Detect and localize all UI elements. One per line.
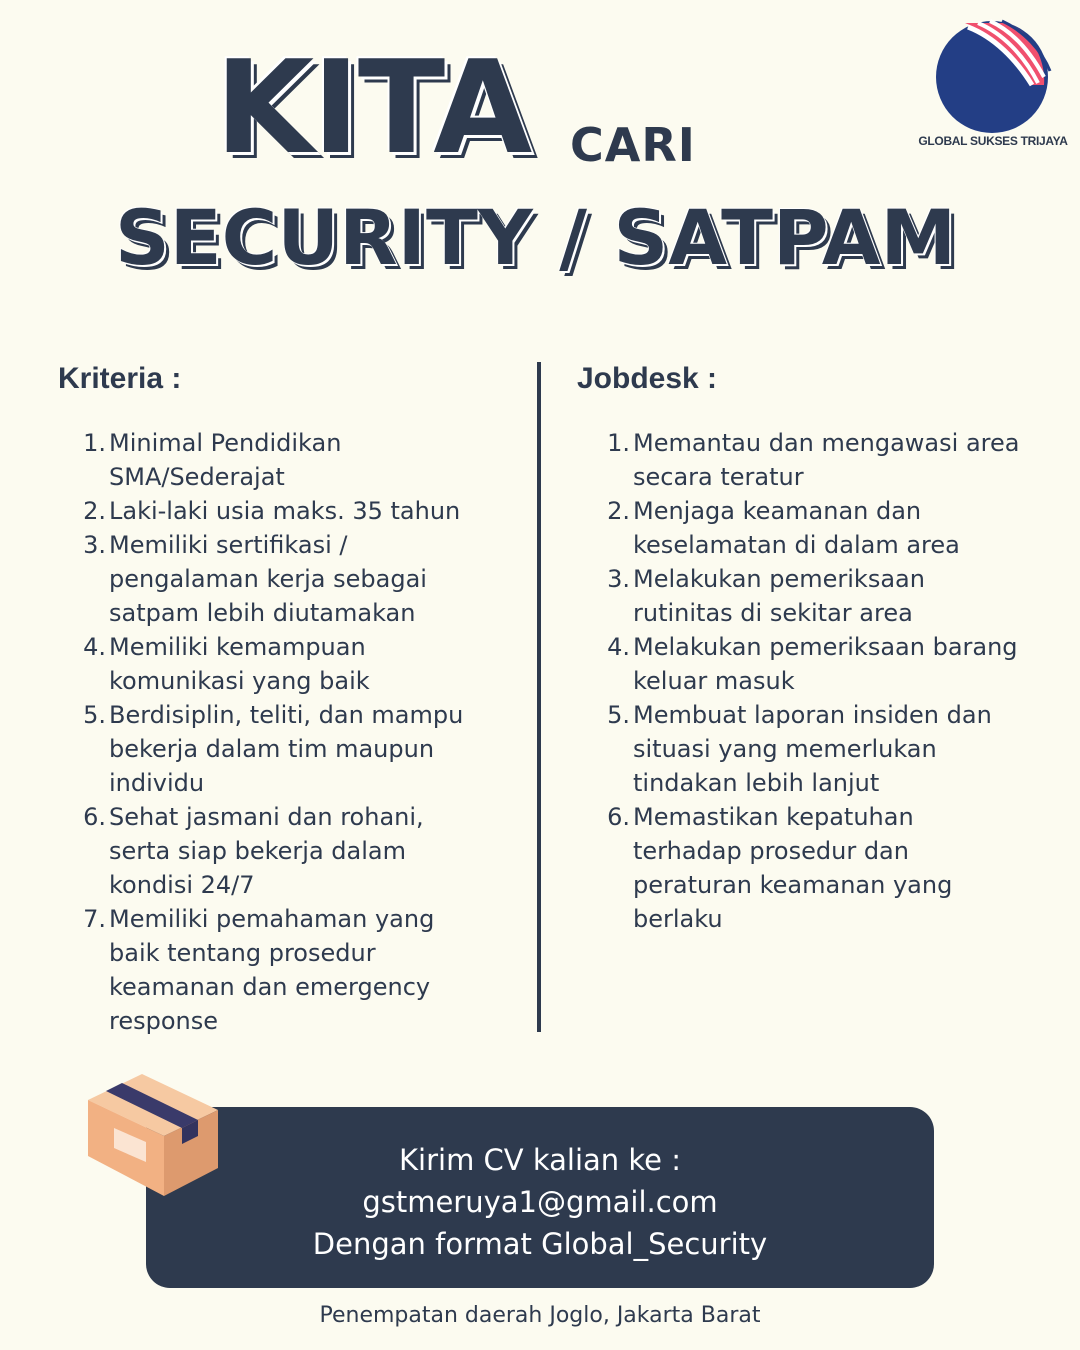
item-text: Memiliki kemampuan komunikasi yang baik bbox=[109, 633, 370, 695]
cta-panel bbox=[146, 1107, 934, 1288]
item-number: 2. bbox=[83, 497, 106, 525]
package-box-icon bbox=[84, 1070, 222, 1198]
list-item bbox=[602, 426, 1022, 494]
headline-cari: CARI bbox=[570, 118, 696, 172]
item-number: 3. bbox=[607, 565, 630, 593]
item-text: Memantau dan mengawasi area secara teratur bbox=[633, 429, 1020, 491]
list-item bbox=[78, 426, 488, 494]
item-text: Melakukan pemeriksaan barang keluar masuk bbox=[633, 633, 1018, 695]
list-item bbox=[78, 528, 488, 630]
item-number: 2. bbox=[607, 497, 630, 525]
list-item bbox=[602, 630, 1022, 698]
item-number: 6. bbox=[83, 803, 106, 831]
item-text: Melakukan pemeriksaan rutinitas di sekitar area bbox=[633, 565, 925, 627]
company-logo-text: GLOBAL SUKSES TRIJAYA bbox=[918, 134, 1068, 148]
footer-location: Penempatan daerah Joglo, Jakarta Barat bbox=[319, 1303, 761, 1328]
item-text: Sehat jasmani dan rohani, serta siap bekerja dalam kondisi 24/7 bbox=[109, 803, 424, 899]
cta-format: Dengan format Global_Security bbox=[312, 1227, 768, 1261]
kriteria-list bbox=[78, 426, 488, 1038]
jobdesk-heading: Jobdesk : bbox=[577, 362, 718, 395]
item-number: 7. bbox=[83, 905, 106, 933]
item-text: Memiliki sertifikasi / pengalaman kerja sebagai satpam lebih diutamakan bbox=[109, 531, 427, 627]
item-number: 5. bbox=[607, 701, 630, 729]
list-item bbox=[602, 698, 1022, 800]
item-number: 5. bbox=[83, 701, 106, 729]
cta-email[interactable]: gstmeruya1@gmail.com bbox=[362, 1185, 718, 1219]
item-text: Memastikan kepatuhan terhadap prosedur dan peraturan keamanan yang berlaku bbox=[633, 803, 953, 933]
list-item bbox=[78, 902, 488, 1038]
item-text: Berdisiplin, teliti, dan mampu bekerja dalam tim maupun individu bbox=[109, 701, 464, 797]
item-text: Laki-laki usia maks. 35 tahun bbox=[109, 497, 461, 525]
item-number: 1. bbox=[83, 429, 106, 457]
item-number: 6. bbox=[607, 803, 630, 831]
headline-kita: KITA bbox=[215, 34, 531, 183]
list-item bbox=[602, 494, 1022, 562]
item-text: Membuat laporan insiden dan situasi yang memerlukan tindakan lebih lanjut bbox=[633, 701, 992, 797]
list-item bbox=[78, 630, 488, 698]
item-number: 1. bbox=[607, 429, 630, 457]
column-divider bbox=[537, 362, 541, 1032]
item-number: 3. bbox=[83, 531, 106, 559]
item-number: 4. bbox=[83, 633, 106, 661]
item-text: Menjaga keamanan dan keselamatan di dalam area bbox=[633, 497, 960, 559]
jobdesk-list bbox=[602, 426, 1022, 936]
list-item bbox=[78, 698, 488, 800]
kriteria-heading: Kriteria : bbox=[58, 362, 182, 395]
list-item bbox=[602, 562, 1022, 630]
headline-security-satpam: SECURITY / SATPAM bbox=[115, 193, 957, 282]
item-number: 4. bbox=[607, 633, 630, 661]
list-item bbox=[602, 800, 1022, 936]
list-item bbox=[78, 800, 488, 902]
cta-instruction: Kirim CV kalian ke : bbox=[399, 1143, 681, 1177]
item-text: Minimal Pendidikan SMA/Sederajat bbox=[109, 429, 342, 491]
list-item bbox=[78, 494, 488, 528]
item-text: Memiliki pemahaman yang baik tentang prosedur keamanan dan emergency response bbox=[109, 905, 435, 1035]
